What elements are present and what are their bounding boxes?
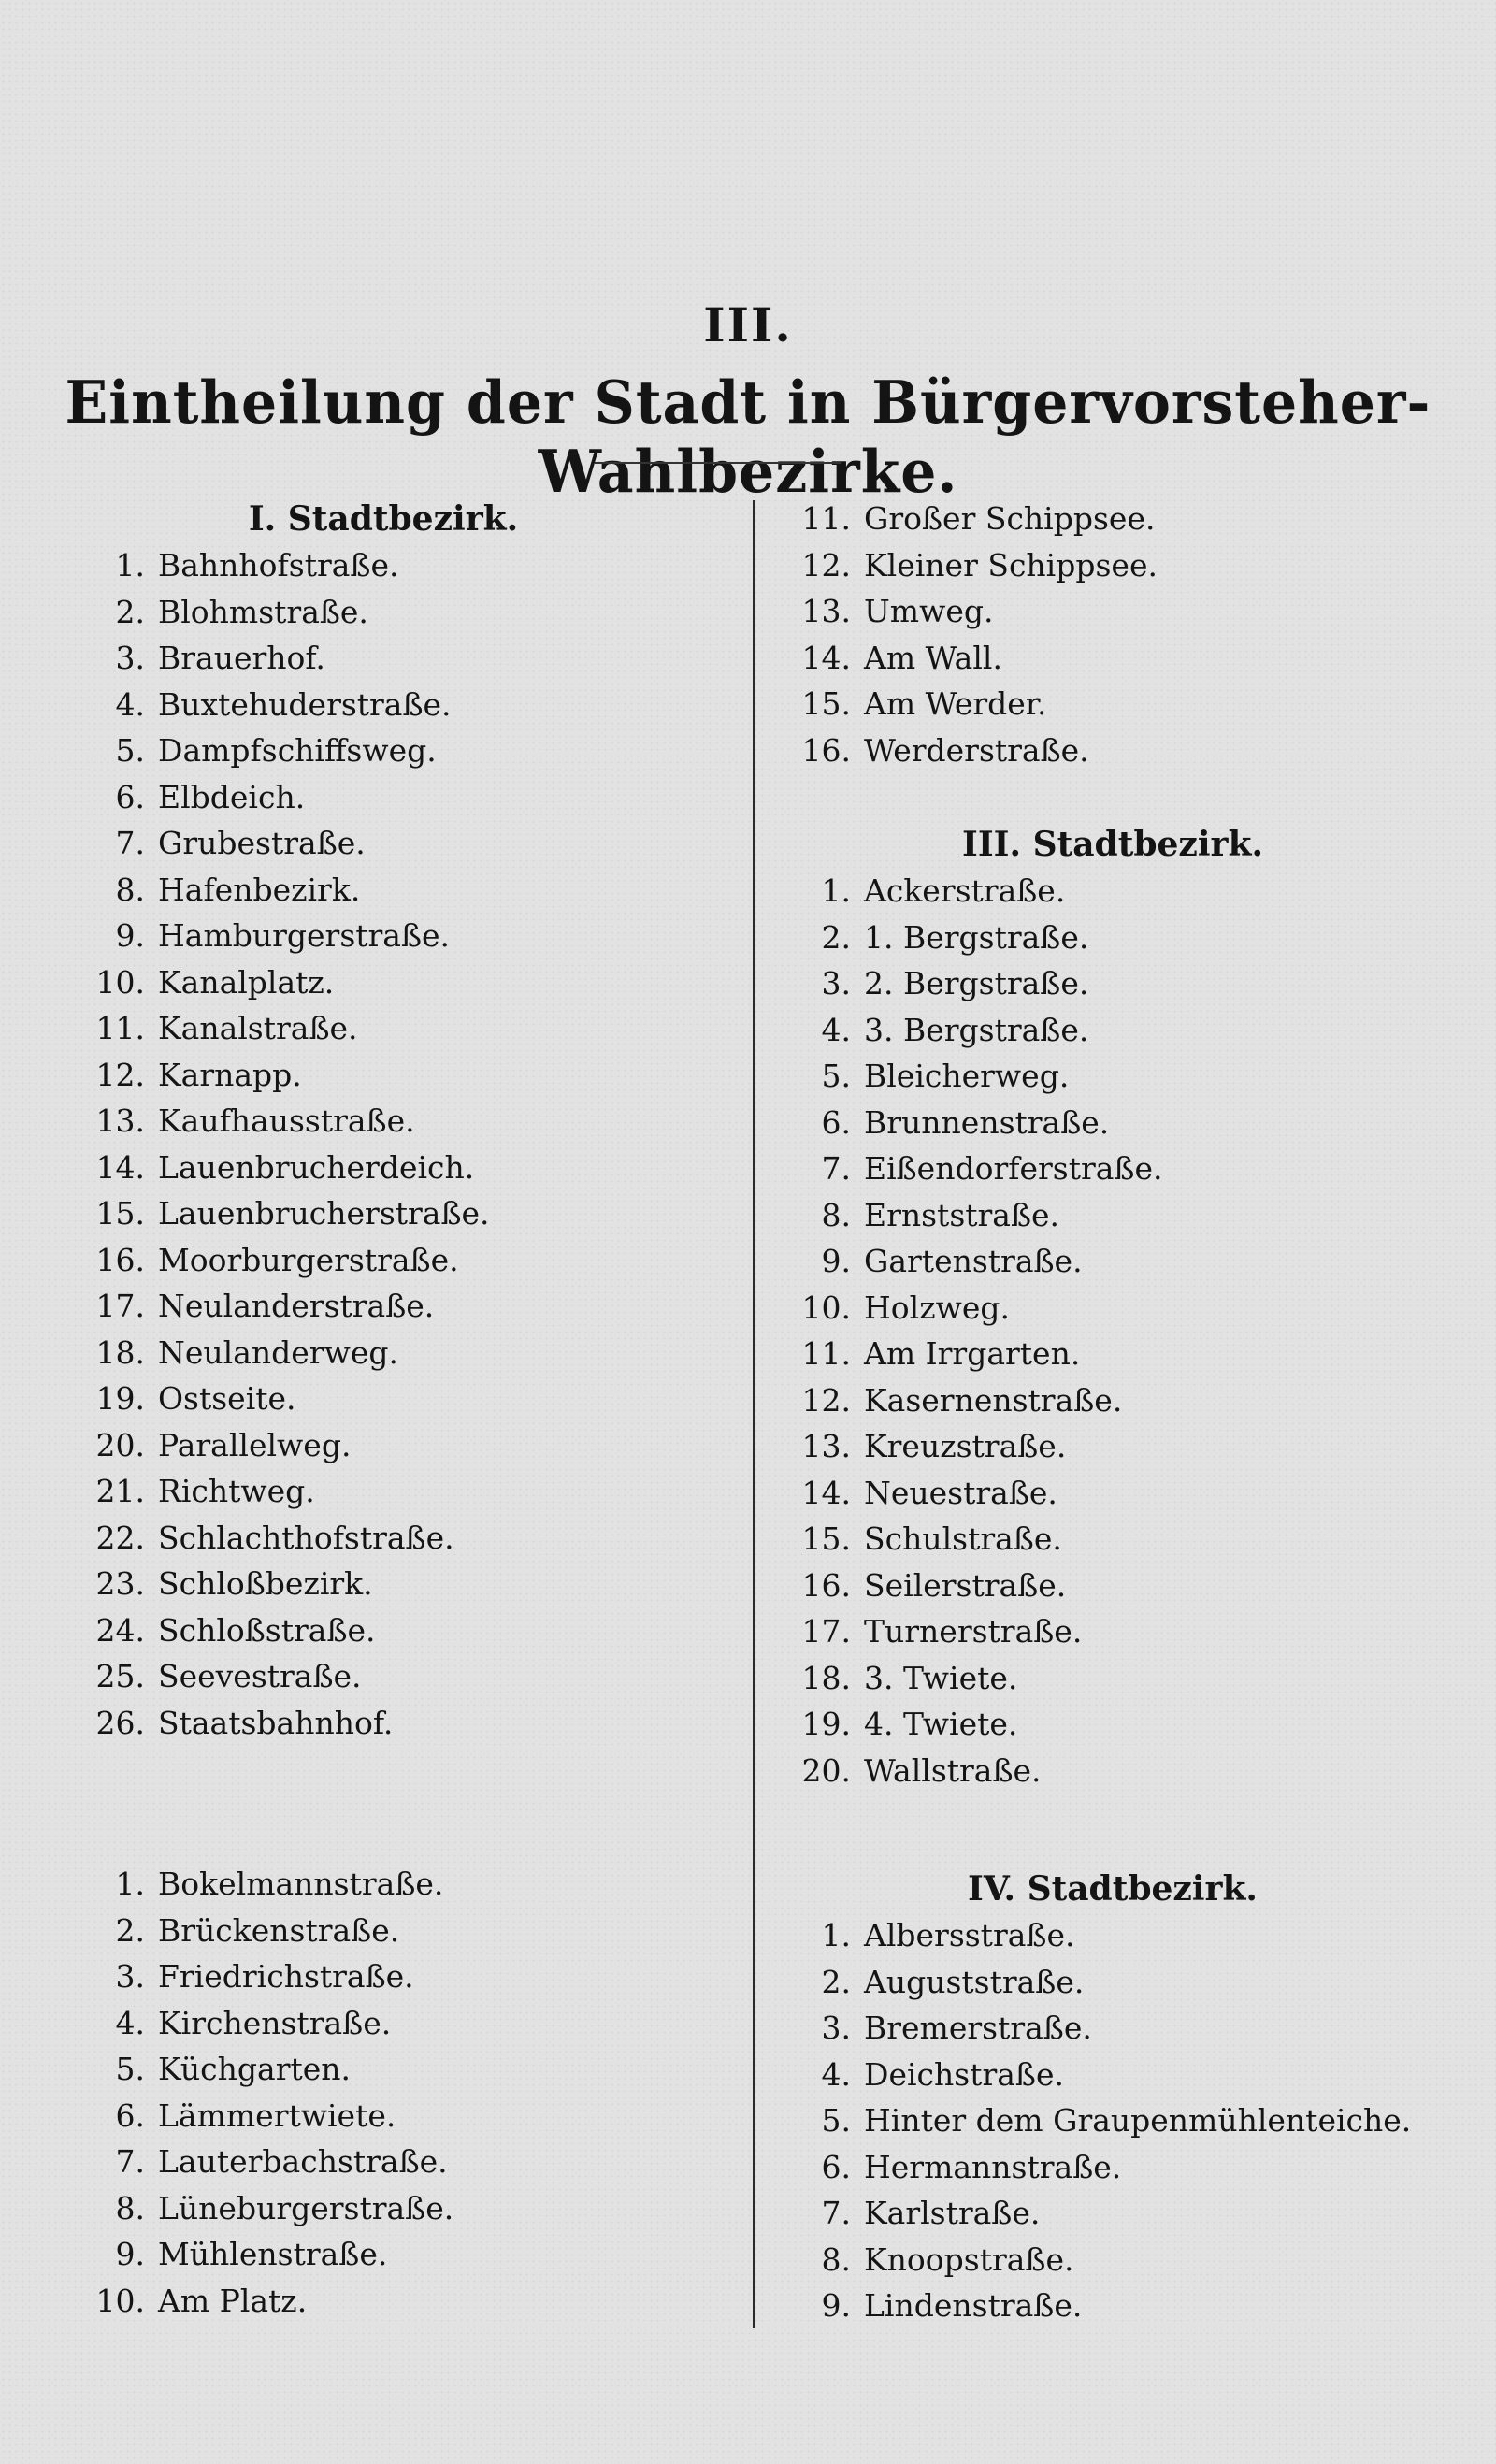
- street-name: Lüneburgerstraße.: [158, 2189, 454, 2226]
- item-number: 22.: [95, 1519, 145, 1556]
- list-item: [56, 2000, 711, 2047]
- street-name: Bahnhofstraße.: [158, 547, 399, 584]
- list-item: [767, 681, 1459, 728]
- item-number: 8.: [115, 2189, 145, 2226]
- list-item: [56, 2046, 711, 2093]
- street-name: Neulanderweg.: [158, 1333, 398, 1371]
- list-item: [767, 2144, 1459, 2191]
- list-item: [56, 728, 711, 774]
- list-item: [767, 1331, 1459, 1377]
- list-item: [56, 1607, 711, 1654]
- list-item: [767, 1470, 1459, 1517]
- list-item: [767, 588, 1459, 635]
- street-name: Eißendorferstraße.: [864, 1150, 1163, 1187]
- street-name: Mühlenstraße.: [158, 2236, 388, 2272]
- street-name: 3. Bergstraße.: [864, 1011, 1089, 1048]
- item-number: 14.: [95, 1148, 145, 1186]
- street-name: Hamburgerstraße.: [158, 917, 451, 954]
- list-item: [56, 2231, 711, 2278]
- list-item: [56, 2139, 711, 2185]
- street-name: Albersstraße.: [864, 1917, 1075, 1953]
- item-number: 17.: [95, 1288, 145, 1324]
- list-item: [56, 1005, 711, 1052]
- item-number: 13.: [801, 1428, 851, 1464]
- street-name: Neulanderstraße.: [158, 1288, 435, 1324]
- list-item: [56, 1561, 711, 1607]
- item-number: 4.: [115, 685, 145, 723]
- street-name: Lauenbrucherstraße.: [158, 1195, 490, 1232]
- list-item: [767, 1959, 1459, 2006]
- list-item: [56, 635, 711, 682]
- item-number: 9.: [821, 2287, 851, 2324]
- list-item: [767, 2190, 1459, 2237]
- item-number: 7.: [115, 825, 145, 861]
- list-item: [56, 1908, 711, 1954]
- item-number: 4.: [821, 2055, 851, 2093]
- district-2-list: [56, 1861, 711, 2324]
- district-3-heading: III. Stadtbezirk.: [962, 825, 1263, 864]
- item-number: 10.: [801, 1289, 851, 1326]
- street-name: Brauerhof.: [158, 640, 325, 676]
- street-name: Lindenstraße.: [864, 2287, 1083, 2324]
- item-number: 5.: [115, 732, 145, 769]
- item-number: 16.: [801, 731, 851, 769]
- street-name: Hafenbezirk.: [158, 871, 361, 908]
- list-item: [767, 2237, 1459, 2284]
- item-number: 11.: [801, 500, 851, 537]
- right-column-district-3: [767, 821, 1459, 1794]
- item-number: 16.: [801, 1566, 851, 1604]
- street-name: Parallelweg.: [158, 1426, 352, 1463]
- item-number: 19.: [801, 1706, 851, 1742]
- item-number: 10.: [95, 2282, 145, 2319]
- street-name: Turnerstraße.: [864, 1613, 1083, 1650]
- item-number: 14.: [801, 1474, 851, 1511]
- street-name: Bremerstraße.: [864, 2010, 1092, 2046]
- list-item: [767, 1912, 1459, 1959]
- street-name: Karlstraße.: [864, 2195, 1041, 2231]
- street-name: Holzweg.: [864, 1289, 1010, 1326]
- district-2-continued-list: [767, 496, 1459, 773]
- list-item: [767, 2005, 1459, 2052]
- street-name: Neuestraße.: [864, 1474, 1057, 1511]
- item-number: 23.: [95, 1565, 145, 1602]
- street-name: Auguststraße.: [864, 1963, 1085, 2000]
- list-item: [767, 635, 1459, 682]
- item-number: 3.: [115, 1958, 145, 1995]
- list-item: [56, 1190, 711, 1237]
- list-item: [767, 1192, 1459, 1239]
- item-number: 12.: [801, 546, 851, 584]
- street-name: Werderstraße.: [864, 731, 1089, 769]
- item-number: 6.: [115, 2097, 145, 2134]
- street-name: Schloßstraße.: [158, 1611, 376, 1649]
- street-name: Kleiner Schippsee.: [864, 546, 1158, 584]
- street-name: Bleicherweg.: [864, 1058, 1070, 1094]
- list-item: [56, 867, 711, 914]
- item-number: 7.: [821, 2195, 851, 2231]
- item-number: 20.: [95, 1426, 145, 1463]
- list-item: [767, 1377, 1459, 1424]
- street-name: Brunnenstraße.: [864, 1103, 1110, 1141]
- list-item: [767, 2097, 1459, 2144]
- district-4-list: [767, 1912, 1459, 2329]
- street-name: Brückenstraße.: [158, 1911, 400, 1949]
- item-number: 1.: [115, 547, 145, 584]
- item-number: 9.: [115, 917, 145, 954]
- item-number: 15.: [95, 1195, 145, 1232]
- list-item: [767, 868, 1459, 915]
- list-item: [767, 1516, 1459, 1563]
- right-column-district-4: [767, 1866, 1459, 2329]
- list-item: [767, 1563, 1459, 1609]
- street-name: Lauterbachstraße.: [158, 2143, 448, 2180]
- street-name: Blohmstraße.: [158, 593, 368, 630]
- street-name: Elbdeich.: [158, 778, 306, 815]
- list-item: [56, 1861, 711, 1908]
- street-name: Lauenbrucherdeich.: [158, 1148, 475, 1186]
- list-item: [56, 1052, 711, 1099]
- street-name: Am Irrgarten.: [864, 1335, 1081, 1372]
- item-number: 17.: [801, 1613, 851, 1650]
- list-item: [56, 1145, 711, 1191]
- list-item: [56, 913, 711, 959]
- street-name: Kasernenstraße.: [864, 1381, 1123, 1419]
- list-item: [767, 1285, 1459, 1332]
- list-item: [767, 1100, 1459, 1146]
- item-number: 6.: [115, 778, 145, 815]
- street-name: Richtweg.: [158, 1473, 315, 1509]
- item-number: 11.: [95, 1010, 145, 1046]
- item-number: 1.: [821, 872, 851, 909]
- street-name: 4. Twiete.: [864, 1706, 1018, 1742]
- street-name: Kanalplatz.: [158, 963, 335, 1001]
- item-number: 3.: [821, 2010, 851, 2046]
- list-item: [56, 1376, 711, 1422]
- item-number: 16.: [95, 1241, 145, 1278]
- item-number: 21.: [95, 1473, 145, 1509]
- left-column-lower: [56, 1861, 711, 2324]
- item-number: 14.: [801, 639, 851, 676]
- list-item: [56, 1237, 711, 1284]
- street-name: Seevestraße.: [158, 1658, 362, 1694]
- list-item: [56, 2093, 711, 2140]
- street-name: Buxtehuderstraße.: [158, 685, 452, 723]
- item-number: 1.: [115, 1866, 145, 1902]
- street-name: Umweg.: [864, 593, 994, 629]
- list-item: [56, 682, 711, 728]
- list-item: [56, 542, 711, 589]
- item-number: 2.: [821, 1963, 851, 2000]
- street-name: Lämmertwiete.: [158, 2097, 396, 2134]
- list-item: [56, 2278, 711, 2325]
- list-item: [56, 1330, 711, 1376]
- item-number: 18.: [95, 1333, 145, 1371]
- street-name: Schloßbezirk.: [158, 1565, 373, 1602]
- street-name: Ostseite.: [158, 1380, 296, 1417]
- street-name: Hermannstraße.: [864, 2148, 1122, 2185]
- street-name: Gartenstraße.: [864, 1243, 1083, 1279]
- list-item: [767, 1053, 1459, 1100]
- list-item: [56, 1098, 711, 1145]
- street-name: Grubestraße.: [158, 825, 366, 861]
- district-3-list: [767, 868, 1459, 1794]
- item-number: 25.: [95, 1658, 145, 1694]
- item-number: 24.: [95, 1611, 145, 1649]
- item-number: 13.: [801, 593, 851, 629]
- street-name: Am Wall.: [864, 639, 1002, 676]
- left-column: [56, 496, 711, 1746]
- district-1-heading: I. Stadtbezirk.: [248, 499, 519, 539]
- street-name: Kreuzstraße.: [864, 1428, 1067, 1464]
- item-number: 7.: [115, 2143, 145, 2180]
- item-number: 4.: [821, 1011, 851, 1048]
- list-item: [767, 728, 1459, 774]
- item-number: 7.: [821, 1150, 851, 1187]
- item-number: 20.: [801, 1751, 851, 1789]
- street-name: Hinter dem Graupenmühlenteiche.: [864, 2102, 1412, 2139]
- street-name: Am Werder.: [864, 685, 1047, 722]
- item-number: 4.: [115, 2004, 145, 2041]
- item-number: 2.: [115, 1911, 145, 1949]
- item-number: 1.: [821, 1917, 851, 1953]
- street-name: Kirchenstraße.: [158, 2004, 392, 2041]
- item-number: 2.: [821, 918, 851, 956]
- list-item: [767, 915, 1459, 961]
- street-name: Ernststraße.: [864, 1196, 1060, 1233]
- item-number: 10.: [95, 963, 145, 1001]
- section-number: III.: [703, 297, 793, 353]
- list-item: [767, 1007, 1459, 1054]
- street-name: Schulstraße.: [864, 1520, 1062, 1557]
- item-number: 3.: [115, 640, 145, 676]
- list-item: [56, 1283, 711, 1330]
- right-column: [767, 496, 1459, 773]
- item-number: 13.: [95, 1102, 145, 1139]
- list-item: [56, 1653, 711, 1700]
- list-item: [767, 2052, 1459, 2098]
- item-number: 18.: [801, 1659, 851, 1696]
- list-item: [56, 959, 711, 1006]
- list-item: [767, 1146, 1459, 1192]
- list-item: [56, 820, 711, 867]
- street-name: Wallstraße.: [864, 1751, 1042, 1789]
- list-item: [767, 1748, 1459, 1794]
- list-item: [767, 2283, 1459, 2329]
- item-number: 6.: [821, 1103, 851, 1141]
- item-number: 6.: [821, 2148, 851, 2185]
- street-name: Küchgarten.: [158, 2051, 352, 2087]
- street-name: Staatsbahnhof.: [158, 1704, 394, 1741]
- street-name: Großer Schippsee.: [864, 500, 1156, 537]
- street-name: 1. Bergstraße.: [864, 918, 1089, 956]
- item-number: 3.: [821, 965, 851, 1001]
- item-number: 8.: [821, 1196, 851, 1233]
- item-number: 5.: [821, 2102, 851, 2139]
- list-item: [767, 1608, 1459, 1655]
- item-number: 9.: [821, 1243, 851, 1279]
- item-number: 15.: [801, 1520, 851, 1557]
- item-number: 2.: [115, 593, 145, 630]
- item-number: 26.: [95, 1704, 145, 1741]
- item-number: 12.: [95, 1056, 145, 1093]
- list-item: [56, 1468, 711, 1515]
- item-number: 8.: [821, 2241, 851, 2278]
- street-name: Moorburgerstraße.: [158, 1241, 459, 1278]
- list-item: [767, 496, 1459, 542]
- title-divider: [595, 462, 842, 464]
- list-item: [767, 1701, 1459, 1748]
- item-number: 9.: [115, 2236, 145, 2272]
- list-item: [56, 1515, 711, 1562]
- list-item: [56, 1422, 711, 1469]
- list-item: [56, 2185, 711, 2232]
- street-name: 3. Twiete.: [864, 1659, 1018, 1696]
- street-name: Ackerstraße.: [864, 872, 1066, 909]
- item-number: 5.: [821, 1058, 851, 1094]
- street-name: Karnapp.: [158, 1056, 302, 1093]
- district-4-heading: IV. Stadtbezirk.: [968, 1869, 1258, 1909]
- item-number: 12.: [801, 1381, 851, 1419]
- list-item: [56, 589, 711, 636]
- list-item: [56, 1700, 711, 1747]
- district-1-list: [56, 542, 711, 1746]
- street-name: 2. Bergstraße.: [864, 965, 1089, 1001]
- street-name: Am Platz.: [158, 2282, 308, 2319]
- list-item: [56, 1953, 711, 2000]
- street-name: Bokelmannstraße.: [158, 1866, 444, 1902]
- street-name: Friedrichstraße.: [158, 1958, 414, 1995]
- list-item: [767, 542, 1459, 589]
- item-number: 5.: [115, 2051, 145, 2087]
- street-name: Kaufhausstraße.: [158, 1102, 415, 1139]
- street-name: Schlachthofstraße.: [158, 1519, 454, 1556]
- item-number: 8.: [115, 871, 145, 908]
- list-item: [56, 774, 711, 821]
- street-name: Dampfschiffsweg.: [158, 732, 437, 769]
- item-number: 11.: [801, 1335, 851, 1372]
- street-name: Deichstraße.: [864, 2055, 1064, 2093]
- item-number: 19.: [95, 1380, 145, 1417]
- list-item: [767, 1423, 1459, 1470]
- page-title: Eintheilung der Stadt in Bürgervorsteher-Wahlbezirke.: [65, 368, 1431, 507]
- item-number: 15.: [801, 685, 851, 722]
- street-name: Seilerstraße.: [864, 1566, 1067, 1604]
- list-item: [767, 1655, 1459, 1702]
- column-divider: [753, 500, 755, 2328]
- list-item: [767, 1238, 1459, 1285]
- street-name: Kanalstraße.: [158, 1010, 358, 1046]
- street-name: Knoopstraße.: [864, 2241, 1074, 2278]
- list-item: [767, 960, 1459, 1007]
